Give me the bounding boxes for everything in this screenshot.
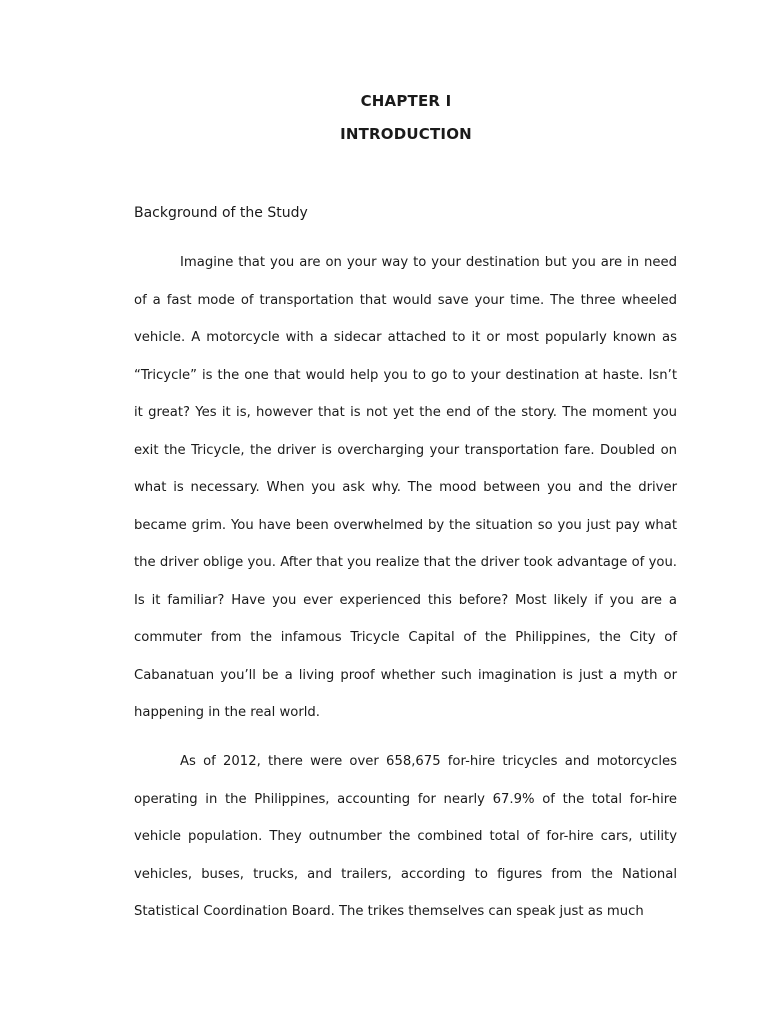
body-paragraph: Imagine that you are on your way to your destination but you are in need of a fast mode of transportation that would save your time. The three wheeled vehicle. A motorcycle with a sidecar attached to it or most popularly known as “Tricycle” is the one that would help you to go to your destination at haste. Isn’t it great? Yes it is, however that is not yet the end of the story. The moment you exit the Tricycle, the driver is overcharging your transportation fare. Doubled on what is necessary. When you ask why. The mood between you and the driver became grim. You have been overwhelmed by the situation so you just pay what the driver oblige you. After that you realize that the driver took advantage of you. Is it familiar? Have you ever experienced this before? Most likely if you are a commuter from the infamous Tricycle Capital of the Philippines, the City of Cabanatuan you’ll be a living proof whether such imagination is just a myth or happening in the real world. <box>134 255 677 720</box>
section-heading: Background of the Study <box>134 205 308 221</box>
chapter-number: CHAPTER I <box>360 92 452 110</box>
chapter-title: INTRODUCTION <box>340 125 472 143</box>
body-paragraph: As of 2012, there were over 658,675 for-hire tricycles and motorcycles operating in the Philippines, accounting for nearly 67.9% of the total for-hire vehicle population. They outnumber the combined total of for-hire cars, utility vehicles, buses, trucks, and trailers, according to figures from the National Statistical Coordination Board. The trikes themselves can speak just as much <box>134 754 677 919</box>
